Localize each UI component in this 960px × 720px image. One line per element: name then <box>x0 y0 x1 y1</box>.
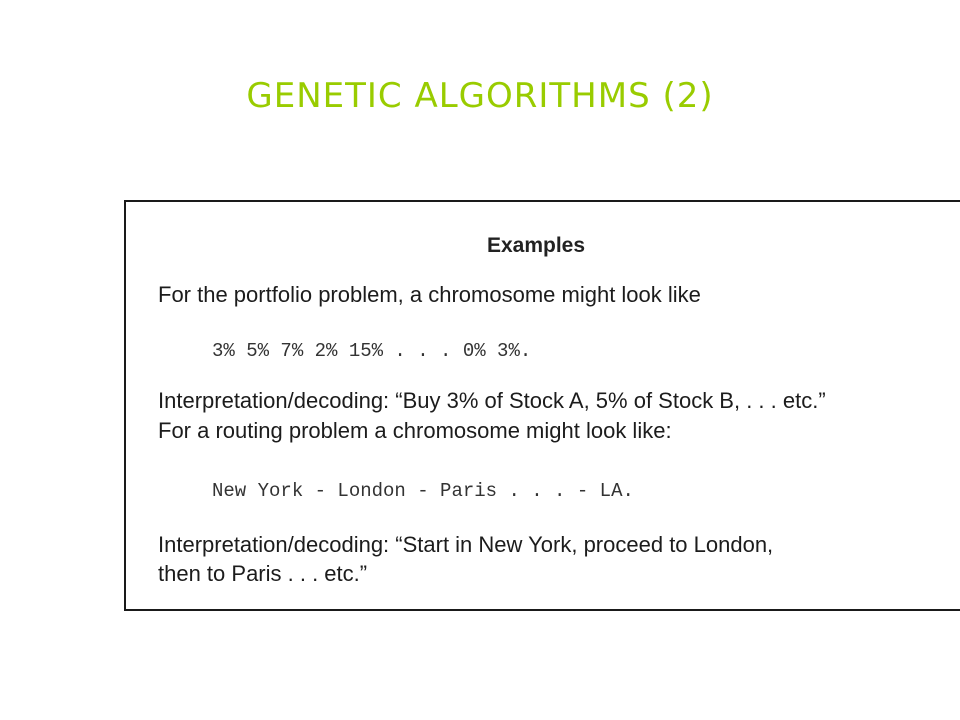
portfolio-interpretation: Interpretation/decoding: “Buy 3% of Stock A, 5% of Stock B, . . . etc.” <box>158 388 826 413</box>
portfolio-chromosome: 3% 5% 7% 2% 15% . . . 0% 3%. <box>212 340 532 362</box>
portfolio-intro: For the portfolio problem, a chromosome might look like <box>158 282 701 307</box>
routing-chromosome: New York - London - Paris . . . - LA. <box>212 480 634 502</box>
examples-box <box>124 200 960 611</box>
slide-title: GENETIC ALGORITHMS (2) <box>246 76 714 116</box>
routing-interpretation-line2: then to Paris . . . etc.” <box>158 561 368 586</box>
routing-interpretation-line1: Interpretation/decoding: “Start in New York, proceed to London, <box>158 532 774 557</box>
examples-heading: Examples <box>486 234 586 257</box>
routing-intro: For a routing problem a chromosome might look like: <box>158 418 672 443</box>
